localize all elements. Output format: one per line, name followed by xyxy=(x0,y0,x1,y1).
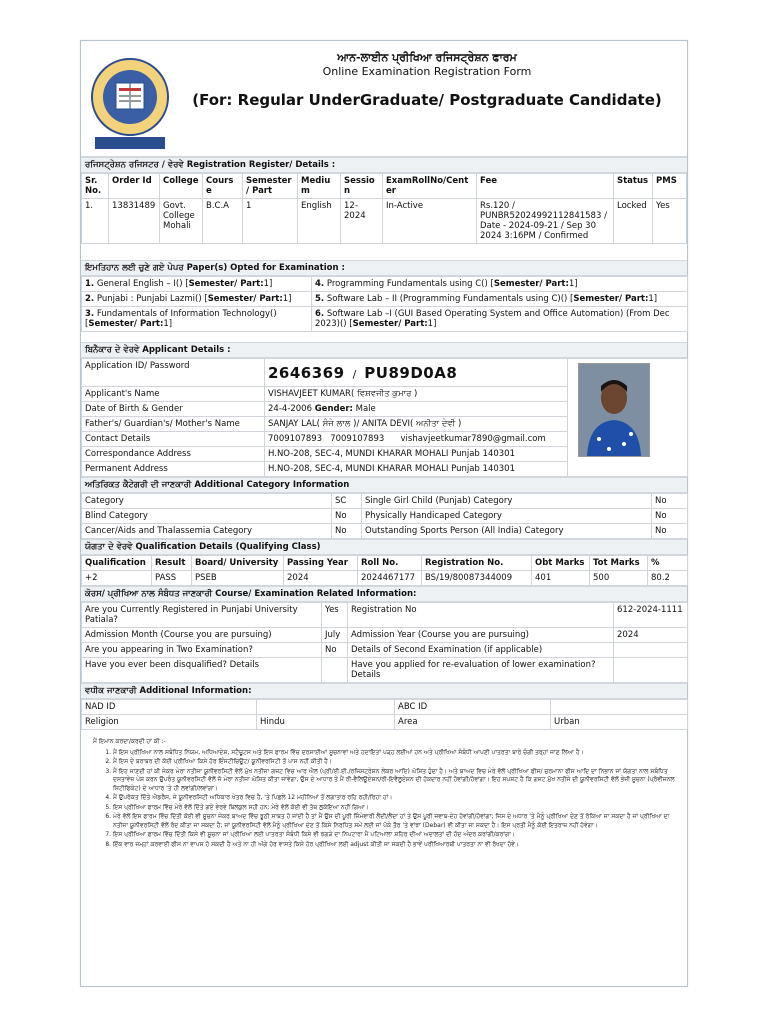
category-row-cell: Blind Category xyxy=(82,509,332,524)
applicant-name: VISHAVJEET KUMAR( ਵਿਸ਼ਵਜੀਤ ਕੁਮਾਰ ) xyxy=(265,387,568,402)
category-row-cell: Outstanding Sports Person (All India) Category xyxy=(362,524,652,539)
paper-semester-value: 1] xyxy=(648,294,658,304)
course-row xyxy=(82,603,688,628)
declaration-item: 8. ਇੱਕ ਵਾਰ ਜਮ੍ਹਾਂ ਕਰਵਾਈ ਫੀਸ ਨਾ ਵਾਪਸ ਹੋ ਸਕਦੀ ਹੈ ਅਤੇ ਨਾ ਹੀ ਅੱਗੇ ਹੋਰ ਵਾਸਤੇ ਕਿਸੇ ਹੋਰ ਪ੍ਰੀਖਿਆ ਲਈ adjust ਕੀਤੀ ਜਾ ਸਕਦੀ ਹੈ ਭਾਵੇਂ ਪਰੀਖਿਆਰਥੀ ਪਾਤਰਤਾ ਨਾ ਵੀ ਰੱਖਦਾ ਹੋਵੇ। xyxy=(113,841,675,850)
registration-header-cell: Semester/ Part xyxy=(243,174,298,199)
paper-cell xyxy=(312,277,688,292)
additional-row-cell: Area xyxy=(395,715,551,730)
qualification-cell: 80.2 xyxy=(648,571,688,586)
paper-number: 3. xyxy=(85,309,95,319)
additional-section-title: ਵਧੀਕ ਜਾਣਕਾਰੀ Additional Information: xyxy=(81,683,687,699)
paper-name: Software Lab – II (Programming Fundamentals using C)() [ xyxy=(326,294,574,304)
course-section-title: ਕੋਰਸ/ ਪ੍ਰੀਖਿਆ ਨਾਲ ਸੰਬੰਧਤ ਜਾਣਕਾਰੀ Course/ Examination Related Information: xyxy=(81,586,687,602)
additional-row-cell xyxy=(257,700,395,715)
additional-row xyxy=(82,700,688,715)
registration-header-cell: Medium xyxy=(298,174,341,199)
application-id: 2646369 xyxy=(268,363,345,382)
qualification-cell: BS/19/80087344009 xyxy=(422,571,532,586)
category-row-cell: No xyxy=(652,524,688,539)
paper-name: General English – I() [ xyxy=(96,279,189,289)
course-row-cell: Details of Second Examination (if applicable) xyxy=(348,643,614,658)
paper-cell xyxy=(82,277,312,292)
paper-semester-value: 1] xyxy=(282,294,292,304)
paper-semester-label: Semester/ Part: xyxy=(573,294,649,304)
registration-section-title: ਰਜਿਸਟ੍ਰੇਸ਼ਨ ਰਜਿਸਟਰ / ਵੇਰਵੇ Registration Register/ Details : xyxy=(81,157,687,173)
paper-cell xyxy=(312,307,688,332)
paper-number: 5. xyxy=(315,294,325,304)
application-password: PU89D0A8 xyxy=(364,363,458,382)
qualification-cell: 2024 xyxy=(284,571,358,586)
course-row-cell: Yes xyxy=(322,603,348,628)
phone-primary: 7009107893 xyxy=(268,434,323,444)
registration-cell: 12-2024 xyxy=(341,199,383,244)
paper-name: Fundamentals of Information Technology() [ xyxy=(85,309,277,329)
correspondence-address-label: Correspondance Address xyxy=(82,447,265,462)
paper-semester-value: 1] xyxy=(263,279,273,289)
qualification-row xyxy=(82,571,688,586)
qualification-header-cell: Obt Marks xyxy=(532,556,590,571)
registration-header-cell: Order Id xyxy=(109,174,160,199)
form-title-punjabi: ਆਨ-ਲਾਈਨ ਪ੍ਰੀਖਿਆ ਰਜਿਸਟ੍ਰੇਸ਼ਨ ਫਾਰਮ xyxy=(337,51,517,64)
gender: Male xyxy=(355,404,376,414)
course-row-cell: 2024 xyxy=(614,628,688,643)
additional-row-cell: ABC ID xyxy=(395,700,551,715)
qualification-header-cell: Roll No. xyxy=(358,556,422,571)
paper-cell xyxy=(82,292,312,307)
paper-semester-label: Semester/ Part: xyxy=(493,279,569,289)
paper-name: Programming Fundamentals using C() [ xyxy=(326,279,494,289)
paper-number: 2. xyxy=(85,294,95,304)
qualification-cell: PASS xyxy=(152,571,192,586)
declaration-item: 5. ਇਸ ਪ੍ਰੀਖਿਆ ਫਾਰਮ ਵਿੱਚ ਮੇਰੇ ਵੱਲੋਂ ਦਿੱਤੇ ਗਏ ਵੇਰਵੇ ਬਿਲਕੁਲ ਸਹੀ ਹਨ; ਮੇਰੇ ਵੱਲੋਂ ਕੋਈ ਵੀ ਤੱਥ ਲੁਕੋਇਆ ਨਹੀਂ ਗਿਆ। xyxy=(113,804,675,813)
category-row xyxy=(82,509,688,524)
contact-label: Contact Details xyxy=(82,432,265,447)
qualification-header-cell: Registration No. xyxy=(422,556,532,571)
course-row-cell: Are you Currently Registered in Punjabi University Patiala? xyxy=(82,603,322,628)
qualification-header-cell: Tot Marks xyxy=(590,556,648,571)
registration-cell: B.C.A xyxy=(203,199,243,244)
qualification-cell: 401 xyxy=(532,571,590,586)
declaration-item: 2. ਮੈਂ ਇਸ ਦੇ ਬਰਾਬਰ ਦੀ ਕੋਈ ਪ੍ਰੀਖਿਆ ਕਿਸੇ ਹੋਰ ਇੰਸਟੀਚਿਊਟ/ ਯੂਨੀਵਰਸਿਟੀ ਤੋਂ ਪਾਸ ਨਹੀਂ ਕੀਤੀ ਹੈ। xyxy=(113,758,675,767)
candidate-type: (For: Regular UnderGraduate/ Postgraduate Candidate) xyxy=(192,91,662,109)
course-row-cell: 612-2024-1111 xyxy=(614,603,688,628)
course-table xyxy=(81,602,688,683)
parents-label: Father's/ Guardian's/ Mother's Name xyxy=(82,417,265,432)
course-row-cell xyxy=(614,658,688,683)
paper-number: 4. xyxy=(315,279,325,289)
course-row-cell: Are you appearing in Two Examination? xyxy=(82,643,322,658)
declaration-intro: ਮੈਂ ਇਮਾਨ ਕਰਦਾ/ਕਰਦੀ ਹਾਂ ਕੀ :- xyxy=(93,738,166,745)
declaration-item: 4. ਮੈਂ ਉਪਰੋਕਤ ਦਿੱਤੇ ਐਡਰੈਸ, ਜੇ ਯੂਨੀਵਰਸਿਟੀ ਅਧਿਕਾਰ ਖੇਤਰ ਵਿਚ ਹੈ, 'ਤੇ ਪਿਛਲੇ 12 ਮਹੀਨਿਆਂ ਤੋਂ ਲਗਾਤਾਰ ਰਹਿ ਰਹੀ/ਰਿਹਾ ਹਾਂ। xyxy=(113,794,675,803)
application-id-label: Application ID/ Password xyxy=(82,359,265,387)
additional-row-cell: NAD ID xyxy=(82,700,257,715)
declaration xyxy=(81,730,687,858)
form-header xyxy=(81,41,687,157)
applicant-section-title: ਬਿਨੈਕਾਰ ਦੇ ਵੇਰਵੇ Applicant Details : xyxy=(81,342,687,358)
course-row-cell: Have you applied for re-evaluation of lower examination? Details xyxy=(348,658,614,683)
qualification-cell: +2 xyxy=(82,571,152,586)
paper-row xyxy=(82,277,688,292)
course-row-cell xyxy=(322,658,348,683)
qualification-table xyxy=(81,555,688,586)
additional-table xyxy=(81,699,688,730)
registration-cell: In-Active xyxy=(383,199,477,244)
category-row-cell: No xyxy=(652,509,688,524)
course-row-cell: No xyxy=(322,643,348,658)
id-separator: / xyxy=(352,367,357,381)
paper-semester-value: 1] xyxy=(163,319,173,329)
course-row-cell: Have you ever been disqualified? Details xyxy=(82,658,322,683)
qualification-header-cell: Qualification xyxy=(82,556,152,571)
category-row-cell: Single Girl Child (Punjab) Category xyxy=(362,494,652,509)
registration-row xyxy=(82,199,687,244)
paper-name: Punjabi : Punjabi Lazmi() [ xyxy=(96,294,208,304)
date-of-birth: 24-4-2006 xyxy=(268,404,312,414)
university-logo xyxy=(89,53,171,153)
registration-header-cell: Session xyxy=(341,174,383,199)
registration-header-cell: PMS xyxy=(653,174,687,199)
registration-header-cell: Course xyxy=(203,174,243,199)
registration-header-row xyxy=(82,174,687,199)
course-row-cell xyxy=(614,643,688,658)
registration-table xyxy=(81,173,687,244)
qualification-section-title: ਯੋਗਤਾ ਦੇ ਵੇਰਵੇ Qualification Details (Qualifying Class) xyxy=(81,539,687,555)
registration-header-cell: College xyxy=(160,174,203,199)
permanent-address: H.NO-208, SEC-4, MUNDI KHARAR MOHALI Punjab 140301 xyxy=(265,462,568,477)
qualification-cell: PSEB xyxy=(192,571,284,586)
permanent-address-label: Permanent Address xyxy=(82,462,265,477)
correspondence-address: H.NO-208, SEC-4, MUNDI KHARAR MOHALI Punjab 140301 xyxy=(265,447,568,462)
registration-cell: 13831489 xyxy=(109,199,160,244)
paper-semester-value: 1] xyxy=(568,279,578,289)
paper-cell xyxy=(82,307,312,332)
qualification-header-cell: Board/ University xyxy=(192,556,284,571)
registration-cell: 1 xyxy=(243,199,298,244)
course-row-cell: Admission Month (Course you are pursuing) xyxy=(82,628,322,643)
additional-row-cell xyxy=(551,700,688,715)
paper-number: 1. xyxy=(85,279,95,289)
course-row-cell: Admission Year (Course you are pursuing) xyxy=(348,628,614,643)
paper-semester-label: Semester/ Part: xyxy=(188,279,264,289)
category-row xyxy=(82,524,688,539)
declaration-item: 6. ਮੇਰੇ ਵੱਲੋਂ ਇਸ ਫਾਰਮ ਵਿੱਚ ਦਿੱਤੀ ਕੋਈ ਵੀ ਸੂਚਨਾ ਜੇਕਰ ਬਾਅਦ ਵਿੱਚ ਝੂਠੀ ਸਾਬਤ ਹੋ ਜਾਂਦੀ ਹੈ ਤਾਂ ਮੈਂ ਉਸ ਦੀ ਪੂਰੀ ਜਿੰਮੇਵਾਰੀ ਲੈਂਦੀ/ਲੈਂਦਾ ਹਾਂ ਤੇ ਉਸ ਪੂਰੀ ਜਵਾਬ-ਦੇਹ ਹੋਵਾਂਗੀ/ਹੋਵਾਂਗਾ; ਜਿਸ ਦੇ ਅਧਾਰ 'ਤੇ ਮੈਨੂੰ ਪ੍ਰੀਖਿਆ ਦੇਣ ਤੋਂ ਰੋਕਿਆ ਜਾ ਸਕਦਾ ਹੈ ਜਾਂ ਪ੍ਰੀਖਿਆ ਦਾ ਨਤੀਜਾ ਯੂਨੀਵਰਸਿਟੀ ਵੱਲੋਂ ਰੱਦ ਕੀਤਾ ਜਾ ਸਕਦਾ ਹੈ; ਜਾਂ ਯੂਨੀਵਰਸਿਟੀ ਵੱਲੋਂ ਮੈਨੂੰ ਪ੍ਰੀਖਿਆ ਦੇਣ ਤੋਂ ਕਿਸੇ ਨਿਰਧਿਤ ਸਮੇਂ ਲਈ ਜਾਂ ਪੱਕੇ ਤੌਰ 'ਤੇ ਵਾਂਝਾ (Debar) ਵੀ ਕੀਤਾ ਜਾ ਸਕਦਾ ਹੈ। ਇਸ ਪ੍ਰਤੀ ਮੈਨੂੰ ਕੋਈ ਇਤਰਾਜ਼ ਨਹੀਂ ਹੋਵੇਗਾ। xyxy=(113,813,675,830)
registration-cell: 1. xyxy=(82,199,109,244)
course-row xyxy=(82,628,688,643)
phone-secondary: 7009107893 xyxy=(330,434,385,444)
qualification-cell: 2024467177 xyxy=(358,571,422,586)
qualification-header-cell: % xyxy=(648,556,688,571)
dob-label: Date of Birth & Gender xyxy=(82,402,265,417)
qualification-header-row xyxy=(82,556,688,571)
declaration-item: 7. ਇਸ ਪ੍ਰੀਖਿਆ ਫਾਰਮ ਵਿੱਚ ਦਿੱਤੀ ਕਿਸੇ ਵੀ ਸੂਚਨਾ ਜਾਂ ਪ੍ਰੀਖਿਆ ਲਈ ਪਾਤਰਤਾ ਸੰਬੰਧੀ ਕਿਸੇ ਵੀ ਝਗੜੇ ਦਾ ਨਿਪਟਾਰਾ ਮੈਂ ਪਟਿਆਲਾ ਸ਼ਹਿਰ ਦੀਆਂ ਅਦਾਲਤਾਂ ਦੀ ਹੱਦ ਅੰਦਰ ਕਰਾਂਗੀ/ਕਰਾਂਗਾ। xyxy=(113,831,675,840)
category-row-cell: Physically Handicaped Category xyxy=(362,509,652,524)
category-table xyxy=(81,493,688,539)
registration-header-cell: Fee xyxy=(477,174,614,199)
registration-cell: Yes xyxy=(653,199,687,244)
paper-semester-label: Semester/ Part: xyxy=(88,319,164,329)
category-row-cell: No xyxy=(332,509,362,524)
paper-row xyxy=(82,292,688,307)
applicant-photo xyxy=(578,363,650,457)
paper-semester-label: Semester/ Part: xyxy=(352,319,428,329)
registration-header-cell: Sr. No. xyxy=(82,174,109,199)
course-row-cell: July xyxy=(322,628,348,643)
additional-row-cell: Religion xyxy=(82,715,257,730)
email: vishavjeetkumar7890@gmail.com xyxy=(400,434,546,444)
registration-cell: English xyxy=(298,199,341,244)
category-row-cell: No xyxy=(652,494,688,509)
qualification-cell: 500 xyxy=(590,571,648,586)
additional-row-cell: Hindu xyxy=(257,715,395,730)
category-row-cell: No xyxy=(332,524,362,539)
registration-cell: Govt. College Mohali xyxy=(160,199,203,244)
form-title-english: Online Examination Registration Form xyxy=(322,65,532,78)
category-row-cell: Category xyxy=(82,494,332,509)
paper-cell xyxy=(312,292,688,307)
category-row xyxy=(82,494,688,509)
declaration-list xyxy=(93,749,675,850)
category-section-title: ਅਤਿਰਿਕਤ ਕੈਟੇਗਰੀ ਦੀ ਜਾਣਕਾਰੀ Additional Category Information xyxy=(81,477,687,493)
qualification-header-cell: Result xyxy=(152,556,192,571)
additional-row-cell: Urban xyxy=(551,715,688,730)
paper-semester-value: 1] xyxy=(427,319,437,329)
registration-cell: Rs.120 / PUNBR52024992112841583 / Date - 2024-09-21 / Sep 30 2024 3:16PM / Confirmed xyxy=(477,199,614,244)
course-row xyxy=(82,658,688,683)
registration-form xyxy=(80,40,688,987)
registration-cell: Locked xyxy=(614,199,653,244)
category-row-cell: SC xyxy=(332,494,362,509)
course-row-cell: Registration No xyxy=(348,603,614,628)
qualification-header-cell: Passing Year xyxy=(284,556,358,571)
gender-label: Gender: xyxy=(314,404,353,414)
registration-header-cell: ExamRollNo/Center xyxy=(383,174,477,199)
applicant-name-label: Applicant's Name xyxy=(82,387,265,402)
papers-section-title: ਇਮਤਿਹਾਨ ਲਈ ਚੁਣੇ ਗਏ ਪੇਪਰ Paper(s) Opted for Examination : xyxy=(81,260,687,276)
paper-semester-label: Semester/ Part: xyxy=(207,294,283,304)
additional-row xyxy=(82,715,688,730)
parents-names: SANJAY LAL( ਸੰਜੇ ਲਾਲ )/ ANITA DEVI( ਅਨੀਤਾ ਦੇਵੀ ) xyxy=(265,417,568,432)
paper-row xyxy=(82,307,688,332)
declaration-item: 3. ਮੈਂ ਇਹ ਜਾਣਦੀ ਹਾਂ ਕੀ ਜੇਕਰ ਮੇਰਾ ਨਤੀਜਾ ਯੂਨੀਵਰਸਿਟੀ ਵੱਲੋਂ ਮੁੱਖ ਨਤੀਜਾ ਗਜ਼ਟ ਵਿਚ ਆਰ ਐਲ (ਪ੍ਰੀ/ਈ.ਈ./ਰਜਿਸਟ੍ਰੇਸ਼ਨ ਲੇਕਰ ਆਦਿ) ਘੋਸ਼ਿਤ ਹੁੰਦਾ ਹੈ। ਅਤੇ ਬਾਅਦ ਵਿਚ ਮੇਰੇ ਵੱਲੋਂ ਪ੍ਰੀਖਿਆ ਫੀਸ/ ਜੁਰਮਾਨਾ ਫੀਸ ਆਦਿ ਦਾ ਨਿਭਾਨ ਜਾਂ ਯੋਗਤਾ ਨਾਲ ਸਬੰਧਿਤ ਦਸਤਾਵੇਜ਼ ਪੇਸ਼ ਕਰਨ ਉਪਰੰਤ ਯੂਨੀਵਰਸਿਟੀ ਵੱਲੋਂ ਜੋ ਮੇਰਾ ਨਤੀਜਾ ਘੋਸ਼ਿਤ ਕੀਤਾ ਜਾਵੇਗਾ, ਉਸ ਦੇ ਆਧਾਰ ਤੇ ਮੈਂ ਰੀ-ਵੈਲਿਊਏਸ਼ਨ/ਰੀ-ਇਵੈਲੂਏਸ਼ਨ ਦੀ ਹੱਕਦਾਰ ਨਹੀਂ ਹੋਵਾਂਗੀ/ਹੋਵਾਂਗਾ। ਇਹ ਸਪਸ਼ਟ ਹੈ ਕਿ ਗਜ਼ਟ ਮੁੱਖ ਨਤੀਜੇ ਦੀ ਯੂਨੀਵਰਸਿਟੀ ਵੱਲੋਂ ਭੇਜੀ ਸੂਚਨਾ (ਪ੍ਰੋਵੀਜ਼ਨਲ ਸਿਟੀਫਿਕੇਟ) ਦੇ ਆਧਾਰ 'ਤੇ ਹੀ ਲਵਾਂਗੀ/ਲਵਾਂਗਾ। xyxy=(113,768,675,794)
course-row xyxy=(82,643,688,658)
paper-name: Software Lab –I (GUI Based Operating System and Office Automation) (From Dec 2023)() [ xyxy=(315,309,670,329)
papers-table xyxy=(81,276,688,332)
category-row-cell: Cancer/Aids and Thalassemia Category xyxy=(82,524,332,539)
paper-number: 6. xyxy=(315,309,325,319)
registration-header-cell: Status xyxy=(614,174,653,199)
declaration-item: 1. ਮੈਂ ਇਸ ਪ੍ਰੀਖਿਆ ਨਾਲ ਸਬੰਧਿਤ ਨਿਯਮ, ਅਧਿਆਦੇਸ਼, ਸਟੈਚੂਟਸ ਅਤੇ ਇਸ ਫਾਰਮ ਵਿੱਚ ਦਰਸਾਈਆਂ ਸੂਚਨਾਵਾਂ ਅਤੇ ਹਦਾਇਤਾਂ ਪੜ੍ਹ ਲਈਆਂ ਹਨ ਅਤੇ ਪ੍ਰੀਖਿਆ ਸੰਬੰਧੀ ਆਪਣੀ ਪਾਤਰਤਾ ਬਾਰੇ ਚੰਗੀ ਤਰ੍ਹਾਂ ਜਾਣ ਲਿਆ ਹੈ। xyxy=(113,749,675,758)
